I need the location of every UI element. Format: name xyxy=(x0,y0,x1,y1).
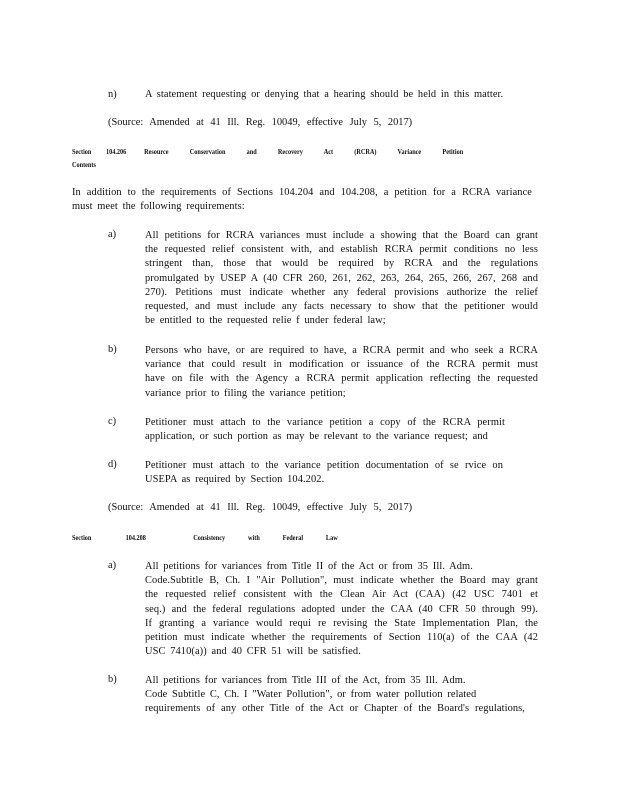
item-a-marker: a) xyxy=(108,229,117,240)
text-line: requirements of any other Title of the Act or Chapter of the Board's regulations, xyxy=(145,703,525,715)
section-heading-104-206-line2 xyxy=(72,160,96,169)
text-line: must meet the following requirements: xyxy=(72,201,245,213)
text-line: Petitioner must attach to the variance petition documentation of se rvice on xyxy=(145,460,503,471)
section-heading-104-206 xyxy=(72,147,463,156)
item-c-text xyxy=(145,416,505,444)
section-title: Consistency with Federal Law xyxy=(193,533,338,542)
text-line: 270). Petitions must indicate whether any federal provisions authorize the relief xyxy=(145,286,538,298)
text-line: Code Subtitle C, Ch. I "Water Pollution", or from water pollution related xyxy=(145,689,477,701)
item-c-marker: c) xyxy=(108,416,117,427)
item-n-marker: n) xyxy=(108,89,117,100)
text-line: All petitions for variances from Title III of the Act, from 35 Ill. Adm. xyxy=(145,675,466,686)
source-note: (Source: Amended at 41 Ill. Reg. 10049, effective July 5, 2017) xyxy=(108,117,413,128)
item-b-marker: b) xyxy=(108,674,117,685)
text-line: stringent than, those that would be required by RCRA and the regulations xyxy=(145,258,538,270)
text-line: Persons who have, or are required to have, a RCRA permit and who seek a RCRA xyxy=(145,345,538,356)
item-d-marker: d) xyxy=(108,459,117,470)
section-label: Section xyxy=(72,147,92,156)
item-b-text xyxy=(145,344,538,401)
text-line: In addition to the requirements of Sections 104.204 and 104.208, a petition for a RCRA variance xyxy=(72,187,532,198)
text-line: seq.) and the federal regulations adopted under the CAA (40 CFR 50 through 99). xyxy=(145,603,538,615)
text-line: Petitioner must attach to the variance petition a copy of the RCRA permit xyxy=(145,417,505,428)
section-number: 104.206 xyxy=(105,147,127,156)
text-line: petition must indicate whether the requirements of Section 110(a) of the CAA (42 xyxy=(145,632,538,644)
text-line: the requested relief consistent with the Clean Air Act (CAA) (42 USC 7401 et xyxy=(145,589,538,601)
text-line: USC 7410(a)) and 40 CFR 51 will be satisfied. xyxy=(145,646,361,658)
text-line: USEPA as required by Section 104.202. xyxy=(145,474,325,486)
item-d-text xyxy=(145,459,503,487)
item-b-marker: b) xyxy=(108,344,117,355)
text-line: application, or such portion as may be relevant to the variance request; and xyxy=(145,431,488,443)
section-heading-104-208 xyxy=(72,533,338,542)
text-line: All petitions for RCRA variances must include a showing that the Board can grant xyxy=(145,230,538,241)
section-title: Resource Conservation and Recovery Act (RCRA) Variance Petition xyxy=(144,147,464,156)
intro-paragraph xyxy=(72,186,532,214)
text-line: the requested relief consistent with, and establish RCRA permit conditions no less xyxy=(145,244,538,256)
item-a-text xyxy=(145,560,538,659)
source-note: (Source: Amended at 41 Ill. Reg. 10049, effective July 5, 2017) xyxy=(108,502,413,513)
text-line: requested, and must include any facts necessary to show that the petitioner would xyxy=(145,301,538,313)
text-line: promulgated by USEP A (40 CFR 260, 261, 262, 263, 264, 265, 266, 267, 268 and xyxy=(145,272,538,284)
item-b-text xyxy=(145,674,525,717)
item-n-text: A statement requesting or denying that a hearing should be held in this matter. xyxy=(145,89,504,100)
text-line: Code.Subtitle B, Ch. I "Air Pollution", must indicate whether the Board may grant xyxy=(145,575,538,587)
text-line: All petitions for variances from Title II of the Act or from 35 Ill. Adm. xyxy=(145,561,473,572)
text-line: be entitled to the requested relie f under federal law; xyxy=(145,315,386,327)
section-title-continued: Contents xyxy=(72,160,96,169)
text-line: If granting a variance would requi re revising the State Implementation Plan, the xyxy=(145,617,538,629)
text-line: have on file with the Agency a RCRA permit application reflecting the requested xyxy=(145,373,538,385)
text-line: variance prior to filing the variance petition; xyxy=(145,387,346,399)
section-label: Section xyxy=(72,533,92,542)
section-number: 104.208 xyxy=(125,533,146,542)
text-line: variance that could result in modification or issuance of the RCRA permit must xyxy=(145,359,538,371)
item-a-text xyxy=(145,229,538,328)
item-a-marker: a) xyxy=(108,560,117,571)
